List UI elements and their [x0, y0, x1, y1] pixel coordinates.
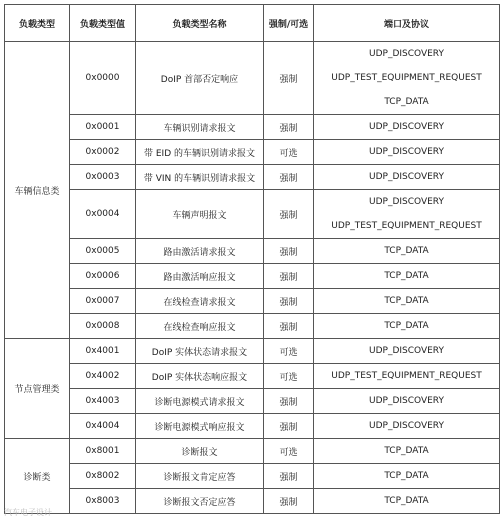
port-protocol-line: TCP_DATA [384, 496, 429, 506]
table-row [5, 414, 500, 439]
port-protocol-line: UDP_DISCOVERY [369, 147, 444, 157]
mandatory-cell: 可选 [264, 439, 314, 464]
port-protocol-line: UDP_TEST_EQUIPMENT_REQUEST [331, 371, 482, 381]
payload-name-cell: 带 VIN 的车辆识别请求报文 [136, 165, 264, 190]
table-row [5, 339, 500, 364]
payload-name-cell: 在线检查请求报文 [136, 289, 264, 314]
category-cell: 诊断类 [5, 439, 70, 514]
mandatory-cell: 强制 [264, 489, 314, 514]
mandatory-cell: 强制 [264, 42, 314, 115]
mandatory-cell: 强制 [264, 389, 314, 414]
mandatory-cell: 强制 [264, 190, 314, 239]
table-row [5, 140, 500, 165]
mandatory-cell: 可选 [264, 140, 314, 165]
payload-value-cell: 0x4004 [70, 414, 136, 439]
payload-name-cell: 诊断报文否定应答 [136, 489, 264, 514]
port-protocol-cell [314, 190, 500, 239]
table-row [5, 464, 500, 489]
table-row [5, 389, 500, 414]
header-payload-value: 负载类型值 [70, 5, 136, 42]
payload-name-cell: 在线检查响应报文 [136, 314, 264, 339]
table-row [5, 165, 500, 190]
payload-name-cell: DoIP 首部否定响应 [136, 42, 264, 115]
mandatory-cell: 可选 [264, 339, 314, 364]
table-row [5, 314, 500, 339]
table-body [5, 42, 500, 514]
payload-name-cell: 诊断电源模式请求报文 [136, 389, 264, 414]
port-protocol-line: UDP_TEST_EQUIPMENT_REQUEST [331, 221, 482, 231]
port-protocol-line: UDP_DISCOVERY [369, 346, 444, 356]
port-protocol-line: TCP_DATA [384, 321, 429, 331]
port-protocol-line: TCP_DATA [384, 471, 429, 481]
payload-name-cell: 路由激活响应报文 [136, 264, 264, 289]
port-protocol-line: UDP_DISCOVERY [369, 49, 444, 59]
payload-value-cell: 0x4001 [70, 339, 136, 364]
port-protocol-cell [314, 264, 500, 289]
table-row [5, 190, 500, 239]
payload-name-cell: 诊断报文肯定应答 [136, 464, 264, 489]
port-protocol-line: TCP_DATA [384, 446, 429, 456]
mandatory-cell: 强制 [264, 239, 314, 264]
mandatory-cell: 强制 [264, 165, 314, 190]
port-protocol-cell [314, 364, 500, 389]
payload-value-cell: 0x4002 [70, 364, 136, 389]
mandatory-cell: 强制 [264, 264, 314, 289]
table-row [5, 289, 500, 314]
table-row [5, 439, 500, 464]
payload-name-cell: DoIP 实体状态请求报文 [136, 339, 264, 364]
payload-type-table [4, 4, 500, 514]
payload-value-cell: 0x0003 [70, 165, 136, 190]
payload-name-cell: 车辆识别请求报文 [136, 115, 264, 140]
payload-value-cell: 0x0007 [70, 289, 136, 314]
port-protocol-line: TCP_DATA [384, 271, 429, 281]
port-protocol-cell [314, 239, 500, 264]
port-protocol-line: TCP_DATA [384, 296, 429, 306]
payload-value-cell: 0x0001 [70, 115, 136, 140]
payload-name-cell: 带 EID 的车辆识别请求报文 [136, 140, 264, 165]
payload-value-cell: 0x0006 [70, 264, 136, 289]
payload-value-cell: 0x0005 [70, 239, 136, 264]
payload-name-cell: 车辆声明报文 [136, 190, 264, 239]
payload-value-cell: 0x0004 [70, 190, 136, 239]
table-row [5, 239, 500, 264]
payload-value-cell: 0x8003 [70, 489, 136, 514]
port-protocol-line: UDP_TEST_EQUIPMENT_REQUEST [331, 73, 482, 83]
port-protocol-line: UDP_DISCOVERY [369, 396, 444, 406]
port-protocol-cell [314, 464, 500, 489]
payload-name-cell: 诊断报文 [136, 439, 264, 464]
port-protocol-line: UDP_DISCOVERY [369, 197, 444, 207]
mandatory-cell: 可选 [264, 364, 314, 389]
table-row [5, 489, 500, 514]
port-protocol-cell [314, 42, 500, 115]
payload-value-cell: 0x0002 [70, 140, 136, 165]
payload-name-cell: 路由激活请求报文 [136, 239, 264, 264]
payload-value-cell: 0x0000 [70, 42, 136, 115]
port-protocol-cell [314, 314, 500, 339]
watermark-text: 汽车电子设计 [4, 508, 52, 517]
port-protocol-line: UDP_DISCOVERY [369, 122, 444, 132]
header-row [5, 5, 500, 42]
port-protocol-line: TCP_DATA [384, 97, 429, 107]
header-payload-name: 负载类型名称 [136, 5, 264, 42]
mandatory-cell: 强制 [264, 464, 314, 489]
mandatory-cell: 强制 [264, 414, 314, 439]
port-protocol-line: TCP_DATA [384, 246, 429, 256]
port-protocol-line: UDP_DISCOVERY [369, 172, 444, 182]
port-protocol-cell [314, 115, 500, 140]
payload-value-cell: 0x0008 [70, 314, 136, 339]
mandatory-cell: 强制 [264, 115, 314, 140]
payload-name-cell: DoIP 实体状态响应报文 [136, 364, 264, 389]
category-cell: 车辆信息类 [5, 42, 70, 339]
port-protocol-cell [314, 140, 500, 165]
table-row [5, 364, 500, 389]
port-protocol-line: UDP_DISCOVERY [369, 421, 444, 431]
port-protocol-cell [314, 389, 500, 414]
port-protocol-cell [314, 165, 500, 190]
port-protocol-cell [314, 489, 500, 514]
port-protocol-cell [314, 439, 500, 464]
payload-name-cell: 诊断电源模式响应报文 [136, 414, 264, 439]
payload-value-cell: 0x8002 [70, 464, 136, 489]
table-row [5, 115, 500, 140]
port-protocol-cell [314, 414, 500, 439]
header-payload-type: 负载类型 [5, 5, 70, 42]
payload-value-cell: 0x8001 [70, 439, 136, 464]
table-row [5, 264, 500, 289]
table-row [5, 42, 500, 115]
header-port-protocol: 端口及协议 [314, 5, 500, 42]
port-protocol-cell [314, 339, 500, 364]
port-protocol-cell [314, 289, 500, 314]
payload-value-cell: 0x4003 [70, 389, 136, 414]
mandatory-cell: 强制 [264, 289, 314, 314]
category-cell: 节点管理类 [5, 339, 70, 439]
header-mandatory-optional: 强制/可选 [264, 5, 314, 42]
mandatory-cell: 强制 [264, 314, 314, 339]
